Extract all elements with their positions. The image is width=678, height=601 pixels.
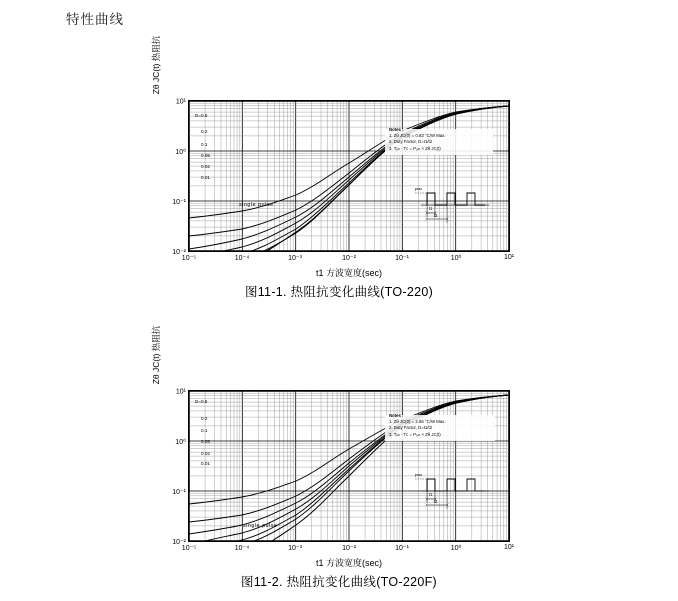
axis-box — [188, 100, 510, 252]
notes-block-2 — [389, 413, 446, 438]
axis-box-2 — [188, 390, 510, 542]
x-tick-6-2: 10¹ — [503, 544, 515, 551]
y-tick-3-2: 10¹ — [175, 388, 186, 396]
y-tick-0: 10⁻² — [172, 249, 186, 256]
x-tick-2-2: 10⁻³ — [288, 545, 302, 552]
x-tick-2: 10⁻³ — [288, 255, 302, 262]
x-tick-5-2: 10⁰ — [450, 545, 462, 552]
pulse-label-t1: t1 — [429, 206, 433, 211]
x-tick-1-2: 10⁻⁴ — [234, 545, 250, 552]
duty-label-0-1-2: 0.1 — [201, 428, 208, 433]
x-tick-0: 10⁻⁵ — [181, 255, 197, 262]
y-axis-label: Zθ JC(t) 热阻抗 — [151, 35, 161, 95]
x-tick-4-2: 10⁻¹ — [395, 545, 409, 552]
x-tick-6: 10¹ — [503, 254, 515, 261]
x-axis-label-2: t1 方波宽度(sec) — [315, 558, 382, 568]
duty-label-0-02: 0.02 — [201, 164, 210, 169]
y-tick-0-2: 10⁻² — [172, 539, 186, 546]
x-tick-3: 10⁻² — [342, 255, 356, 262]
x-axis-label: t1 方波宽度(sec) — [315, 268, 382, 278]
pulse-label-pdm: Pᴰᴹ — [415, 187, 422, 192]
y-tick-1: 10⁻¹ — [172, 199, 186, 206]
x-tick-1: 10⁻⁴ — [234, 255, 250, 262]
y-tick-1-2: 10⁻¹ — [172, 489, 186, 496]
y-tick-2: 10⁰ — [175, 149, 186, 156]
note-line-3-2: 3. Tⱼₘ - Tᴄ = Pₒₘ × Zθ JC(t) — [389, 431, 441, 437]
duty-label-0-05: 0.05 — [201, 153, 210, 158]
note-line-2: 2. Duty Factor, D=t1/t2 — [389, 139, 433, 145]
y-tick-2-2: 10⁰ — [175, 439, 186, 446]
plot-area-2 — [188, 390, 510, 542]
note-line-2-2: 2. Duty Factor, D=t1/t2 — [389, 425, 433, 431]
duty-label-0-2: 0.2 — [201, 129, 208, 134]
x-tick-3-2: 10⁻² — [342, 545, 356, 552]
page-title: 特性曲线 — [66, 12, 124, 27]
pulse-label-pdm-2: Pᴰᴹ — [415, 473, 422, 478]
single-pulse-label-2: single pulse — [243, 523, 278, 529]
figure-caption-2: 图11-2. 热阻抗变化曲线(TO-220F) — [240, 575, 438, 589]
plot-area-1 — [188, 100, 510, 252]
note-line-3: 3. Tⱼₘ - Tᴄ = Pₒₘ × Zθ JC(t) — [389, 145, 441, 151]
notes-title: Notes : — [389, 127, 404, 132]
x-tick-0-2: 10⁻⁵ — [181, 545, 197, 552]
figure-caption: 图11-1. 热阻抗变化曲线(TO-220) — [244, 285, 434, 299]
duty-label-0-2-2: 0.2 — [201, 416, 208, 421]
chart-svg-2 — [189, 391, 509, 541]
x-tick-5: 10⁰ — [450, 255, 462, 262]
note-line-1: 1. Zθ JC(0) = 0.83 °C/W Max. — [389, 133, 446, 139]
duty-label-0-1: 0.1 — [201, 142, 208, 147]
chart-svg-1 — [189, 101, 509, 251]
x-tick-4: 10⁻¹ — [395, 255, 409, 262]
duty-label-0-01-2: 0.01 — [201, 461, 210, 466]
notes-block — [389, 127, 446, 152]
single-pulse-label: single pulse — [239, 202, 274, 208]
duty-label-0-5-2: D=0.5 — [195, 399, 208, 404]
duty-label-0-01: 0.01 — [201, 175, 210, 180]
pulse-label-t2-2: t2 — [434, 499, 438, 504]
duty-label-0-05-2: 0.05 — [201, 439, 210, 444]
y-axis-label-2: Zθ JC(t) 热阻抗 — [151, 325, 161, 385]
pulse-label-t2: t2 — [434, 213, 438, 218]
y-tick-3: 10¹ — [175, 98, 186, 106]
duty-label-0-5: D=0.5 — [195, 113, 208, 118]
duty-label-0-02-2: 0.02 — [201, 451, 210, 456]
note-line-1-2: 1. Zθ JC(0) = 2.86 °C/W Max. — [389, 419, 446, 425]
notes-title-2: Notes : — [389, 413, 404, 418]
pulse-label-t1-2: t1 — [429, 492, 433, 497]
